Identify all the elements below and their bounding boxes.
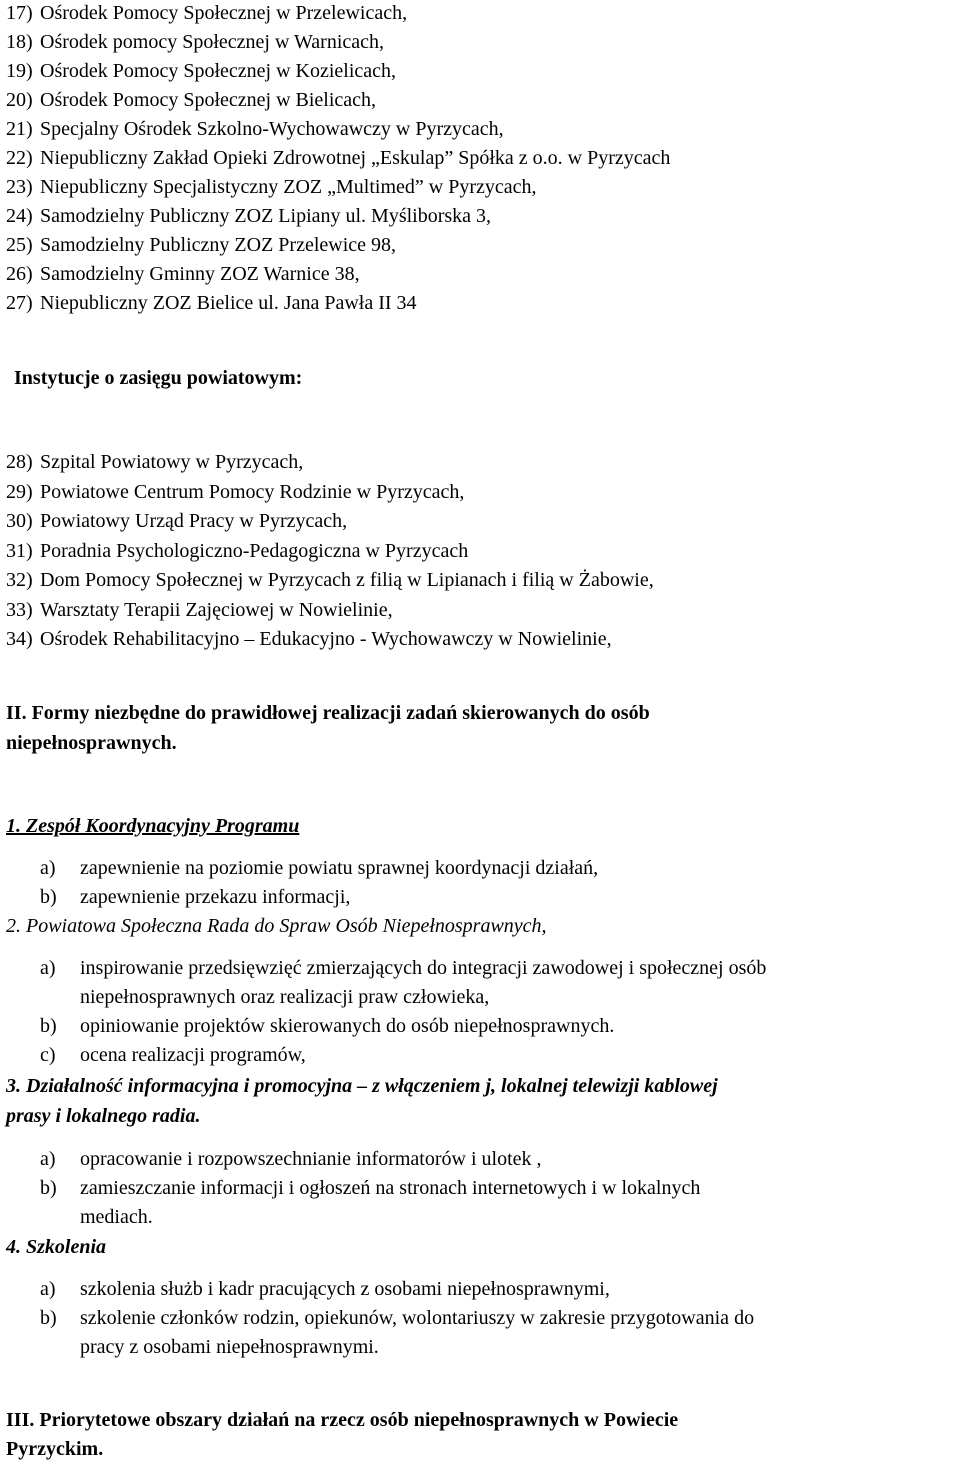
list-item-text: Ośrodek Rehabilitacyjno – Edukacyjno - Wychowawczy w Nowielinie, — [40, 628, 612, 650]
list-item — [6, 293, 417, 313]
list-item-text: Dom Pomocy Społecznej w Pyrzycach z filią w Lipianach i filią w Żabowie, — [40, 569, 654, 591]
list-item-text: Powiatowe Centrum Pomocy Rodzinie w Pyrzycach, — [40, 480, 465, 503]
list-item-text: Warsztaty Terapii Zajęciowej w Nowielinie, — [40, 598, 393, 621]
section-iii-heading-line1: III. Priorytetowe obszary działań na rzecz osób niepełnosprawnych w Powiecie — [6, 1409, 679, 1431]
list-item — [6, 452, 303, 472]
item-2-c-label: c) — [40, 1044, 56, 1066]
item-3-a-text: opracowanie i rozpowszechnianie informatorów i ulotek , — [80, 1148, 542, 1170]
list-item — [6, 177, 537, 197]
list-item — [6, 541, 468, 561]
list-item — [6, 119, 504, 139]
list-item-text: Niepubliczny Specjalistyczny ZOZ „Multimed” w Pyrzycach, — [40, 176, 537, 198]
list-item-number: 34) — [6, 628, 33, 650]
list-item-number: 25) — [6, 234, 33, 256]
section-iii-heading-line2: Pyrzyckim. — [6, 1438, 104, 1460]
list-item-number: 26) — [6, 263, 33, 285]
list-item — [6, 206, 491, 226]
list-item-number: 21) — [6, 118, 33, 140]
item-4-b-label: b) — [40, 1307, 57, 1329]
list-item-text: Samodzielny Publiczny ZOZ Lipiany ul. Myśliborska 3, — [40, 205, 492, 227]
item-2-b-label: b) — [40, 1015, 57, 1037]
list-item — [6, 570, 654, 590]
list-item — [6, 32, 384, 52]
item-4-b-text: szkolenie członków rodzin, opiekunów, wolontariuszy w zakresie przygotowania do — [80, 1307, 755, 1329]
item-2-title: 2. Powiatowa Społeczna Rada do Spraw Osób Niepełnosprawnych, — [6, 915, 547, 937]
list-item-text: Poradnia Psychologiczno-Pedagogiczna w Pyrzycach — [40, 539, 469, 562]
list-item — [6, 3, 407, 23]
list-item-number: 18) — [6, 31, 33, 53]
list-item-text: Ośrodek pomocy Społecznej w Warnicach, — [40, 31, 385, 53]
item-2-a-text2: niepełnosprawnych oraz realizacji praw człowieka, — [80, 986, 490, 1008]
list-item-text: Niepubliczny Zakład Opieki Zdrowotnej „Eskulap” Spółka z o.o. w Pyrzycach — [40, 147, 671, 169]
item-3-a-label: a) — [40, 1148, 56, 1170]
list-item-number: 33) — [6, 598, 33, 621]
list-item-number: 28) — [6, 451, 33, 473]
list-item — [6, 61, 396, 81]
list-item — [6, 90, 376, 110]
list-item-text: Specjalny Ośrodek Szkolno-Wychowawczy w Pyrzycach, — [40, 118, 504, 140]
section-ii-heading-line1: II. Formy niezbędne do prawidłowej realizacji zadań skierowanych do osób — [6, 702, 650, 724]
list-item-text: Samodzielny Publiczny ZOZ Przelewice 98, — [40, 234, 397, 256]
list-item-text: Ośrodek Pomocy Społecznej w Bielicach, — [40, 89, 377, 111]
item-3-b-text2: mediach. — [80, 1206, 153, 1228]
list-item-number: 31) — [6, 539, 33, 562]
section-heading-powiat: Instytucje o zasięgu powiatowym: — [14, 367, 303, 389]
item-3-b-text: zamieszczanie informacji i ogłoszeń na stronach internetowych i w lokalnych — [80, 1177, 701, 1199]
list-item — [6, 629, 612, 649]
item-1-a-label: a) — [40, 857, 56, 879]
item-1-b-text: zapewnienie przekazu informacji, — [80, 886, 351, 908]
list-item-number: 30) — [6, 510, 33, 532]
item-1-b-label: b) — [40, 886, 57, 908]
list-item — [6, 482, 464, 502]
list-item — [6, 264, 360, 284]
list-item — [6, 600, 393, 620]
section-ii-heading-line2: niepełnosprawnych. — [6, 732, 177, 754]
list-item-number: 32) — [6, 569, 33, 591]
item-2-a-label: a) — [40, 957, 56, 979]
list-item — [6, 235, 396, 255]
item-3-b-label: b) — [40, 1177, 57, 1199]
item-4-b-text2: pracy z osobami niepełnosprawnymi. — [80, 1336, 379, 1358]
list-item-text: Samodzielny Gminny ZOZ Warnice 38, — [40, 263, 360, 285]
item-1-title: 1. Zespół Koordynacyjny Programu — [6, 815, 300, 837]
list-item — [6, 148, 670, 168]
item-2-a-text: inspirowanie przedsięwzięć zmierzających do integracji zawodowej i społecznej osób — [80, 957, 767, 979]
list-item-text: Ośrodek Pomocy Społecznej w Kozielicach, — [40, 60, 397, 82]
item-4-a-text: szkolenia służb i kadr pracujących z osobami niepełnosprawnymi, — [80, 1278, 610, 1300]
list-item-number: 22) — [6, 147, 33, 169]
item-2-b-text: opiniowanie projektów skierowanych do osób niepełnosprawnych. — [80, 1015, 615, 1037]
list-item-number: 29) — [6, 480, 33, 503]
list-item — [6, 511, 347, 531]
list-item-number: 24) — [6, 205, 33, 227]
list-item-number: 27) — [6, 292, 33, 314]
list-item-text: Ośrodek Pomocy Społecznej w Przelewicach, — [40, 2, 408, 24]
item-4-title: 4. Szkolenia — [6, 1236, 107, 1258]
list-item-number: 19) — [6, 60, 33, 82]
item-3-title-line1: 3. Działalność informacyjna i promocyjna – z włączeniem j, lokalnej telewizji kablowej — [6, 1075, 718, 1097]
list-item-number: 23) — [6, 176, 33, 198]
item-2-c-text: ocena realizacji programów, — [80, 1044, 306, 1066]
list-item-text: Powiatowy Urząd Pracy w Pyrzycach, — [40, 510, 348, 532]
item-1-a-text: zapewnienie na poziomie powiatu sprawnej koordynacji działań, — [80, 857, 599, 879]
item-3-title-line2: prasy i lokalnego radia. — [6, 1105, 201, 1127]
list-item-text: Szpital Powiatowy w Pyrzycach, — [40, 451, 304, 473]
list-item-number: 17) — [6, 2, 33, 24]
list-item-text: Niepubliczny ZOZ Bielice ul. Jana Pawła II 34 — [40, 292, 417, 314]
item-4-a-label: a) — [40, 1278, 56, 1300]
list-item-number: 20) — [6, 89, 33, 111]
